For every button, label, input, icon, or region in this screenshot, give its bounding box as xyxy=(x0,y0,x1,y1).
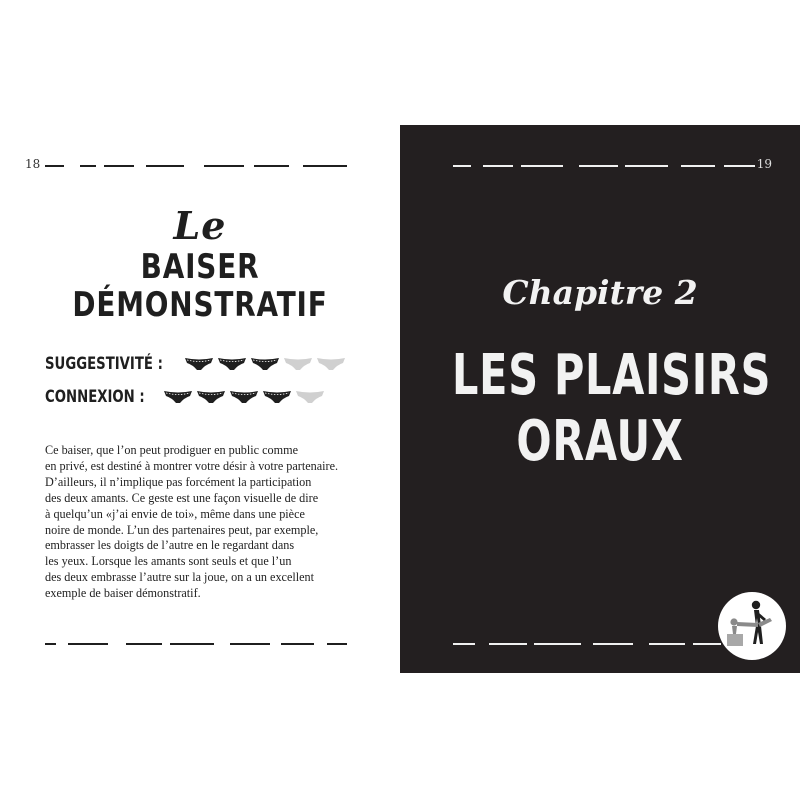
body-line: en privé, est destiné à montrer votre désir à votre partenaire. xyxy=(45,458,339,473)
position-badge xyxy=(718,592,786,660)
title-script: Le xyxy=(173,203,227,248)
panty-icon-filled xyxy=(250,356,280,372)
panty-icon-filled xyxy=(262,389,292,405)
rating-icons xyxy=(184,356,346,372)
panty-icon-empty xyxy=(295,389,325,405)
rating-connexion xyxy=(45,386,325,408)
bottom-rule-right xyxy=(453,643,721,645)
body-line: des deux embrasse l’autre sur la joue, on a un excellent xyxy=(45,570,315,585)
title-line-1: BAISER xyxy=(140,247,260,287)
left-page xyxy=(0,125,400,673)
body-line: des deux amants. Ce geste est une façon visuelle de dire xyxy=(45,490,319,505)
body-line: Ce baiser, que l’on peut prodiguer en public comme xyxy=(45,443,299,457)
top-rule-right xyxy=(453,165,755,167)
panty-icon-filled xyxy=(184,356,214,372)
rating-label: CONNEXION : xyxy=(45,387,145,407)
panty-icon-filled xyxy=(196,389,226,405)
bottom-rule-left xyxy=(45,643,347,645)
couple-position-icon xyxy=(718,592,786,660)
rating-suggestivite xyxy=(45,353,346,375)
top-rule-left xyxy=(45,165,347,167)
chapter-title-line-1: LES PLAISIRS xyxy=(452,343,772,408)
body-paragraph xyxy=(45,443,350,602)
body-line: exemple de baiser démonstratif. xyxy=(45,586,201,601)
body-line: D’ailleurs, il n’implique pas forcément la participation xyxy=(45,474,312,489)
panty-icon-filled xyxy=(217,356,247,372)
chapter-title-line-2: ORAUX xyxy=(516,409,684,474)
body-line: embrasser les doigts de l’autre en le regardant dans xyxy=(45,538,295,553)
body-line: noire de monde. L’un des partenaires peut, par exemple, xyxy=(45,522,319,537)
rating-label: SUGGESTIVITÉ : xyxy=(45,354,163,374)
panty-icon-filled xyxy=(229,389,259,405)
right-page xyxy=(400,125,800,673)
page-number-left: 18 xyxy=(25,157,41,171)
panty-icon-filled xyxy=(163,389,193,405)
rating-icons xyxy=(163,389,325,405)
page-number-right: 19 xyxy=(756,157,772,171)
body-line: à quelqu’un «j’ai envie de toi», même dans une pièce xyxy=(45,506,305,521)
panty-icon-empty xyxy=(283,356,313,372)
chapter-label: Chapitre 2 xyxy=(502,273,698,312)
panty-icon-empty xyxy=(316,356,346,372)
body-line: les yeux. Lorsque les amants sont seuls et que l’un xyxy=(45,554,292,569)
title-line-2: DÉMONSTRATIF xyxy=(72,285,328,325)
